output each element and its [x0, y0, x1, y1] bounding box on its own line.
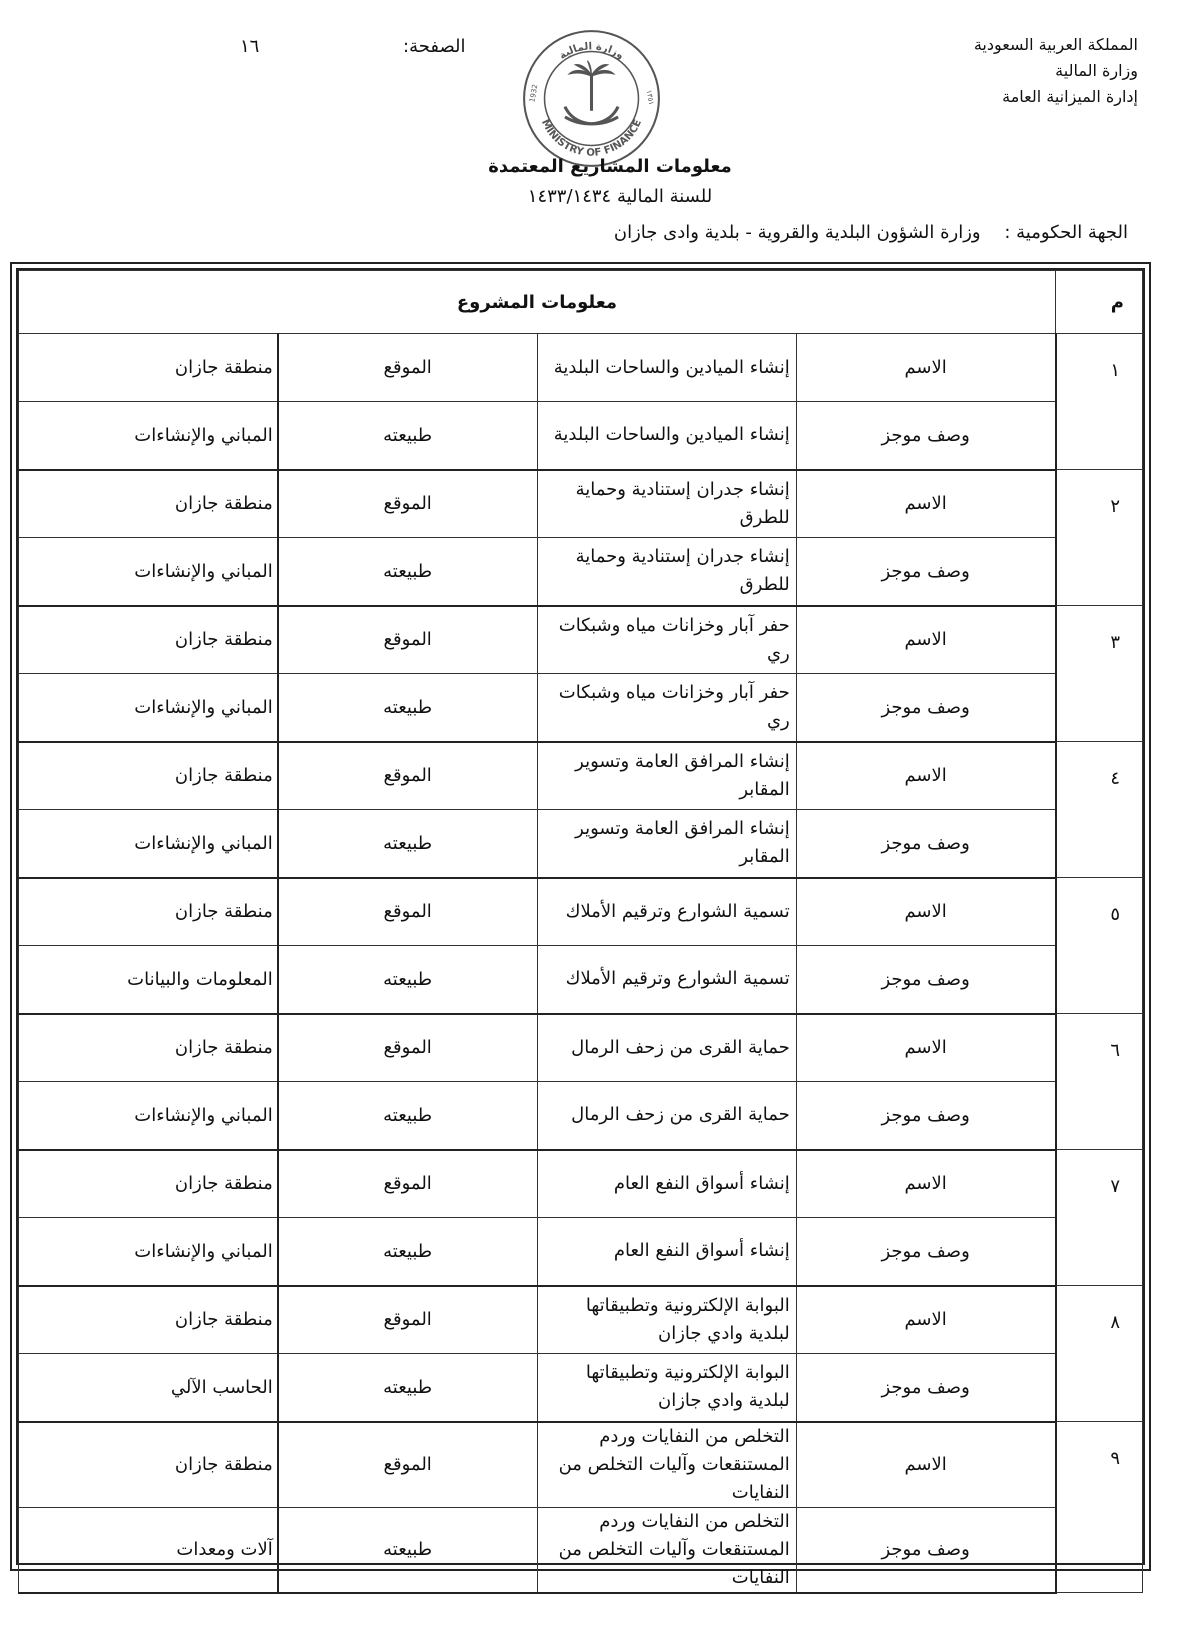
description-label: وصف موجز [796, 1507, 1055, 1593]
projects-table [18, 270, 1143, 1594]
project-description-text: إنشاء أسواق النفع العام [613, 1240, 790, 1262]
project-description [537, 674, 796, 742]
description-label: وصف موجز [796, 1354, 1055, 1422]
project-row-name [19, 606, 1143, 674]
project-location: منطقة جازان [19, 1422, 278, 1508]
project-number: ٦ [1056, 1014, 1143, 1150]
project-name [537, 742, 796, 810]
project-row-description [19, 1507, 1143, 1593]
project-number: ٩ [1056, 1422, 1143, 1593]
project-row-name [19, 1286, 1143, 1354]
project-location: منطقة جازان [19, 470, 278, 538]
project-location: منطقة جازان [19, 742, 278, 810]
name-label: الاسم [796, 606, 1055, 674]
project-nature: المباني والإنشاءات [19, 402, 278, 470]
description-label: وصف موجز [796, 674, 1055, 742]
project-description-text: البوابة الإلكترونية وتطبيقاتها لبلدية وادي جازان [585, 1362, 790, 1412]
project-row-description [19, 538, 1143, 606]
project-nature: الحاسب الآلي [19, 1354, 278, 1422]
project-nature: المباني والإنشاءات [19, 1218, 278, 1286]
project-row-description [19, 946, 1143, 1014]
project-description [537, 1082, 796, 1150]
document-title: معلومات المشاريع المعتمدة [488, 156, 732, 177]
nature-label: طبيعته [278, 810, 537, 878]
page-number-label: الصفحة: [403, 36, 466, 57]
nature-label: طبيعته [278, 538, 537, 606]
project-row-description [19, 402, 1143, 470]
project-description [537, 402, 796, 470]
fiscal-year: للسنة المالية ١٤٣٣/١٤٣٤ [527, 186, 713, 207]
organization-block [974, 32, 1138, 110]
column-header-project-info: معلومات المشروع [19, 271, 1056, 334]
project-name [537, 1014, 796, 1082]
project-row-name [19, 334, 1143, 402]
project-description-text: حماية القرى من زحف الرمال [571, 1104, 790, 1126]
description-label: وصف موجز [796, 810, 1055, 878]
project-name [537, 1422, 796, 1508]
nature-label: طبيعته [278, 674, 537, 742]
project-number: ٨ [1056, 1286, 1143, 1422]
nature-label: طبيعته [278, 1507, 537, 1593]
project-name [537, 470, 796, 538]
project-nature: المباني والإنشاءات [19, 674, 278, 742]
seal-year-right: ١٣٥١ [644, 89, 657, 106]
government-entity [614, 222, 1128, 243]
project-number: ٤ [1056, 742, 1143, 878]
project-description [537, 1354, 796, 1422]
project-description [537, 1507, 796, 1593]
nature-label: طبيعته [278, 1218, 537, 1286]
project-description [537, 946, 796, 1014]
project-name [537, 606, 796, 674]
name-label: الاسم [796, 1150, 1055, 1218]
project-number: ٣ [1056, 606, 1143, 742]
location-label: الموقع [278, 742, 537, 810]
project-description [537, 810, 796, 878]
project-row-description [19, 674, 1143, 742]
project-name-text: إنشاء الميادين والساحات البلدية [553, 356, 790, 378]
project-number: ١ [1056, 334, 1143, 470]
location-label: الموقع [278, 1014, 537, 1082]
project-location: منطقة جازان [19, 1014, 278, 1082]
project-name-text: حفر آبار وخزانات مياه وشبكات ري [558, 614, 790, 664]
nature-label: طبيعته [278, 402, 537, 470]
org-line-kingdom: المملكة العربية السعودية [973, 35, 1138, 54]
project-location: منطقة جازان [19, 334, 278, 402]
government-entity-label: الجهة الحكومية : [1004, 222, 1128, 243]
page-number: ١٦ [240, 36, 260, 57]
project-name-text: حماية القرى من زحف الرمال [571, 1036, 790, 1058]
project-name-text: إنشاء أسواق النفع العام [613, 1172, 790, 1194]
project-name-text: التخلص من النفايات وردم المستنقعات وآليات التخلص من النفايات [558, 1425, 790, 1503]
location-label: الموقع [278, 334, 537, 402]
palm-tree-icon [569, 61, 614, 111]
name-label: الاسم [796, 1286, 1055, 1354]
description-label: وصف موجز [796, 946, 1055, 1014]
name-label: الاسم [796, 334, 1055, 402]
project-location: منطقة جازان [19, 606, 278, 674]
project-description [537, 538, 796, 606]
seal-arabic-text: وزارة المالية [557, 41, 626, 62]
project-name [537, 878, 796, 946]
nature-label: طبيعته [278, 946, 537, 1014]
project-nature: المباني والإنشاءات [19, 1082, 278, 1150]
project-name-text: البوابة الإلكترونية وتطبيقاتها لبلدية وادي جازان [585, 1294, 790, 1344]
project-nature: المباني والإنشاءات [19, 810, 278, 878]
project-number: ٧ [1056, 1150, 1143, 1286]
location-label: الموقع [278, 878, 537, 946]
org-line-department: إدارة الميزانية العامة [1002, 87, 1138, 106]
project-description-text: تسمية الشوارع وترقيم الأملاك [565, 968, 790, 990]
project-row-description [19, 1218, 1143, 1286]
location-label: الموقع [278, 470, 537, 538]
description-label: وصف موجز [796, 1082, 1055, 1150]
project-name-text: إنشاء جدران إستنادية وحماية للطرق [575, 478, 790, 528]
project-name [537, 1150, 796, 1218]
ministry-seal-logo [520, 27, 663, 170]
project-description-text: التخلص من النفايات وردم المستنقعات وآليات التخلص من النفايات [558, 1510, 790, 1588]
name-label: الاسم [796, 1014, 1055, 1082]
name-label: الاسم [796, 470, 1055, 538]
seal-year-left: 1932 [527, 83, 540, 103]
description-label: وصف موجز [796, 402, 1055, 470]
project-name-text: تسمية الشوارع وترقيم الأملاك [565, 900, 790, 922]
project-nature: المباني والإنشاءات [19, 538, 278, 606]
project-row-name [19, 470, 1143, 538]
project-row-name [19, 1014, 1143, 1082]
name-label: الاسم [796, 1422, 1055, 1508]
project-row-name [19, 878, 1143, 946]
project-description-text: حفر آبار وخزانات مياه وشبكات ري [558, 682, 790, 732]
nature-label: طبيعته [278, 1082, 537, 1150]
government-entity-value: وزارة الشؤون البلدية والقروية - بلدية وادى جازان [613, 222, 981, 243]
description-label: وصف موجز [796, 538, 1055, 606]
project-location: منطقة جازان [19, 1150, 278, 1218]
seal-english-text: MINISTRY OF FINANCE [538, 117, 645, 159]
location-label: الموقع [278, 606, 537, 674]
project-name [537, 334, 796, 402]
project-name-text: إنشاء المرافق العامة وتسوير المقابر [575, 750, 790, 800]
description-label: وصف موجز [796, 1218, 1055, 1286]
projects-table-frame [10, 262, 1151, 1588]
project-row-name [19, 1422, 1143, 1508]
project-description-text: إنشاء جدران إستنادية وحماية للطرق [575, 546, 790, 596]
nature-label: طبيعته [278, 1354, 537, 1422]
project-nature: آلات ومعدات [19, 1507, 278, 1593]
column-header-number: م [1056, 271, 1143, 334]
document-title-block [0, 152, 1200, 212]
project-row-description [19, 1082, 1143, 1150]
project-location: منطقة جازان [19, 878, 278, 946]
location-label: الموقع [278, 1422, 537, 1508]
org-line-ministry: وزارة المالية [1055, 61, 1138, 80]
project-row-name [19, 1150, 1143, 1218]
name-label: الاسم [796, 878, 1055, 946]
project-nature: المعلومات والبيانات [19, 946, 278, 1014]
project-row-description [19, 1354, 1143, 1422]
location-label: الموقع [278, 1150, 537, 1218]
project-description-text: إنشاء المرافق العامة وتسوير المقابر [575, 818, 790, 868]
project-row-name [19, 742, 1143, 810]
project-name [537, 1286, 796, 1354]
project-number: ٥ [1056, 878, 1143, 1014]
project-row-description [19, 810, 1143, 878]
project-description [537, 1218, 796, 1286]
project-description-text: إنشاء الميادين والساحات البلدية [553, 424, 790, 446]
name-label: الاسم [796, 742, 1055, 810]
project-number: ٢ [1056, 470, 1143, 606]
project-location: منطقة جازان [19, 1286, 278, 1354]
location-label: الموقع [278, 1286, 537, 1354]
svg-text:وزارة المالية [557, 41, 625, 61]
